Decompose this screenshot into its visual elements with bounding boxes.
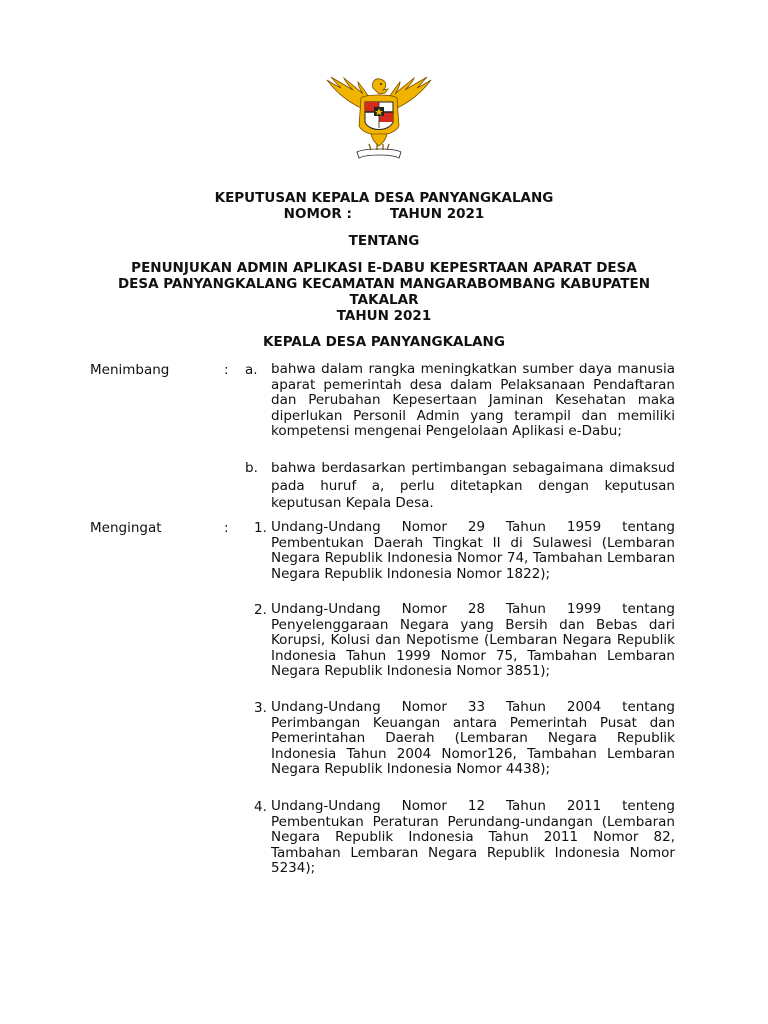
menimbang-mark-b: b.: [245, 460, 258, 476]
menimbang-item-b: bahwa berdasarkan pertimbangan sebagaimana dimaksud pada huruf a, perlu ditetapkan dengan keputusan keputusan Kepala Desa.: [271, 460, 675, 511]
menimbang-colon: :: [224, 362, 229, 378]
menimbang-mark-a: a.: [245, 362, 258, 378]
mengingat-mark-1: 1.: [254, 520, 267, 536]
menimbang-item-a: bahwa dalam rangka meningkatkan sumber daya manusia aparat pemerintah desa dalam Pelaksanaan Pendaftaran dan Perubahan Kepesertaan Jaminan Kesehatan maka diperlukan Personil Admin yang terampil dan memiliki kompetensi mengenai Pengelolaan Aplikasi e-Dabu;: [271, 361, 675, 440]
mengingat-mark-2: 2.: [254, 602, 267, 618]
mengingat-item-4: Undang-Undang Nomor 12 Tahun 2011 tenteng Pembentukan Peraturan Perundang-undangan (Lembaran Negara Republik Indonesia Tahun 2011 Nomor 82, Tambahan Lembaran Negara Republik Indonesia Nomor 5234);: [271, 798, 675, 877]
subject-year: TAHUN 2021: [336, 308, 432, 324]
decree-number: [0, 206, 768, 222]
mengingat-item-2: Undang-Undang Nomor 28 Tahun 1999 tentang Penyelenggaraan Negara yang Bersih dan Bebas dari Korupsi, Kolusi dan Nepotisme (Lembaran Negara Republik Indonesia Tahun 1999 Nomor 75, Tambahan Lembaran Negara Republik Indonesia Nomor 3851);: [271, 601, 675, 680]
nomor-label: NOMOR :: [283, 206, 352, 222]
mengingat-colon: :: [224, 520, 229, 536]
decree-title: KEPUTUSAN KEPALA DESA PANYANGKALANG: [214, 190, 554, 206]
official-title: KEPALA DESA PANYANGKALANG: [263, 334, 505, 350]
mengingat-item-1: Undang-Undang Nomor 29 Tahun 1959 tentang Pembentukan Daerah Tingkat II di Sulawesi (Lembaran Negara Republik Indonesia Nomor 74, Tambahan Lembaran Negara Republik Indonesia Nomor 1822);: [271, 519, 675, 582]
mengingat-mark-3: 3.: [254, 700, 267, 716]
mengingat-label: Mengingat: [90, 520, 162, 536]
subject-line-1: PENUNJUKAN ADMIN APLIKASI E-DABU KEPESRTAAN APARAT DESA: [131, 260, 637, 276]
mengingat-mark-4: 4.: [254, 799, 267, 815]
mengingat-item-3: Undang-Undang Nomor 33 Tahun 2004 tentang Perimbangan Keuangan antara Pemerintah Pusat dan Pemerintahan Daerah (Lembaran Negara Republik Indonesia Tahun 2004 Nomor126, Tambahan Lembaran Negara Republik Indonesia Nomor 4438);: [271, 699, 675, 778]
subject-line-2: DESA PANYANGKALANG KECAMATAN MANGARABOMBANG KABUPATEN: [117, 276, 651, 292]
subject-line-3: TAKALAR: [349, 292, 419, 308]
tentang-heading: TENTANG: [348, 233, 420, 249]
garuda-emblem-icon: [313, 76, 445, 166]
nomor-year: TAHUN 2021: [389, 206, 485, 222]
menimbang-label: Menimbang: [90, 362, 170, 378]
